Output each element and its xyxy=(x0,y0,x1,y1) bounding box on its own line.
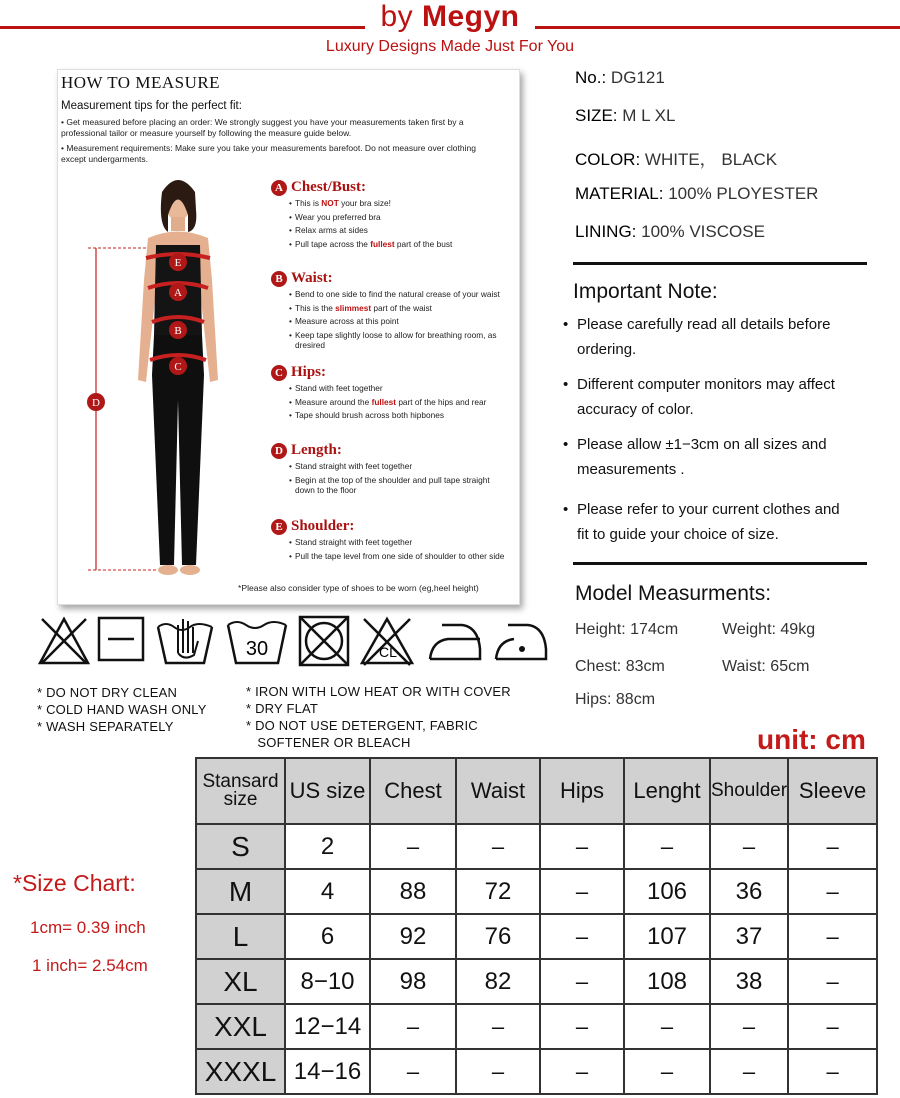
important-note-title: Important Note: xyxy=(573,280,718,303)
measure-guide-card xyxy=(57,69,520,605)
table-header-row xyxy=(196,758,877,824)
product-size xyxy=(575,106,675,126)
table-row xyxy=(196,869,877,914)
section-title: Length: xyxy=(291,442,342,458)
product-material-label: MATERIAL: xyxy=(575,184,664,203)
table-cell: 12−14 xyxy=(285,1004,370,1049)
measure-subtitle: Measurement tips for the perfect fit: xyxy=(61,100,242,112)
col-header-sleeve: Sleeve xyxy=(788,758,877,824)
product-material xyxy=(575,184,818,204)
care-line: * WASH SEPARATELY xyxy=(37,719,174,734)
list-item: • Stand straight with feet together xyxy=(295,537,505,548)
col-header-chest: Chest xyxy=(370,758,456,824)
product-lining xyxy=(575,222,765,242)
table-cell: – xyxy=(788,869,877,914)
table-cell: 72 xyxy=(456,869,540,914)
dry-flat-icon xyxy=(96,613,148,665)
model-measurements-title: Model Measurments: xyxy=(575,582,772,605)
section-hips xyxy=(271,364,505,424)
table-cell: – xyxy=(710,1004,788,1049)
figure-label-a: A xyxy=(174,287,182,299)
iron-low-icon xyxy=(490,613,552,667)
figure-label-d: D xyxy=(92,397,100,409)
product-size-label: SIZE: xyxy=(575,106,618,125)
list-item: • Keep tape slightly loose to allow for breathing room, as dresired xyxy=(295,330,505,351)
product-lining-value: 100% VISCOSE xyxy=(636,222,765,241)
care-instructions-right xyxy=(246,683,511,751)
product-color xyxy=(575,145,777,170)
list-item: • Begin at the top of the shoulder and pull tape straight down to the floor xyxy=(295,475,505,496)
section-badge: D xyxy=(271,443,287,459)
table-cell: 82 xyxy=(456,959,540,1004)
table-cell: 76 xyxy=(456,914,540,959)
table-cell: – xyxy=(788,1004,877,1049)
note-line: measurements . xyxy=(577,461,685,478)
table-cell: – xyxy=(370,1049,456,1094)
table-cell: – xyxy=(456,1049,540,1094)
measure-title: HOW TO MEASURE xyxy=(61,73,221,92)
divider xyxy=(573,262,867,265)
care-line: * DO NOT DRY CLEAN xyxy=(37,685,178,700)
note-line: accuracy of color. xyxy=(577,401,694,418)
product-material-value: 100% PLOYESTER xyxy=(663,184,819,203)
list-item: • Relax arms at sides xyxy=(295,225,505,236)
table-cell: 8−10 xyxy=(285,959,370,1004)
section-title: Hips: xyxy=(291,364,327,380)
figure-label-e: E xyxy=(174,257,182,269)
bleach-label: CL xyxy=(379,644,397,660)
list-item: • Measure around the fullest part of the hips and rear xyxy=(295,397,505,408)
brand-name: Megyn xyxy=(422,0,520,33)
table-cell: – xyxy=(540,1004,624,1049)
table-cell: – xyxy=(540,869,624,914)
table-cell: 36 xyxy=(710,869,788,914)
section-title: Chest/Bust: xyxy=(291,179,367,195)
col-header-length: Lenght xyxy=(624,758,710,824)
list-item: • Tape should brush across both hipbones xyxy=(295,410,505,421)
unit-label: unit: cm xyxy=(757,724,866,755)
list-item: • This is NOT your bra size! xyxy=(295,198,505,209)
table-cell: 92 xyxy=(370,914,456,959)
size-label-cell: XXXL xyxy=(196,1049,285,1094)
note-item: • Please carefully read all details before ordering. xyxy=(563,312,873,362)
brand-tagline: Luxury Designs Made Just For You xyxy=(325,38,575,55)
table-cell: – xyxy=(370,824,456,869)
col-header-shoulder: Shoulder xyxy=(710,758,788,824)
header-line: size xyxy=(223,789,258,810)
table-cell: 37 xyxy=(710,914,788,959)
model-chest: Chest: 83cm xyxy=(575,658,665,675)
table-cell: – xyxy=(624,824,710,869)
figure-label-c: C xyxy=(174,361,182,373)
size-label-cell: XL xyxy=(196,959,285,1004)
size-label-cell: L xyxy=(196,914,285,959)
list-item: • Bend to one side to find the natural crease of your waist xyxy=(295,289,505,300)
note-line: ordering. xyxy=(577,341,637,358)
table-cell: 2 xyxy=(285,824,370,869)
size-label-cell: M xyxy=(196,869,285,914)
table-cell: – xyxy=(540,914,624,959)
size-chart-table xyxy=(195,757,878,1095)
table-cell: 88 xyxy=(370,869,456,914)
product-number-label: No.: xyxy=(575,68,607,87)
size-chart-title: *Size Chart: xyxy=(13,870,136,896)
list-item: • Pull the tape level from one side of shoulder to other side xyxy=(295,551,505,562)
wash-temp-label: 30 xyxy=(245,638,269,660)
shoe-footnote: *Please also consider type of shoes to be worn (eg,heel height) xyxy=(238,583,479,593)
col-header-us-size: US size xyxy=(285,758,370,824)
note-line: Please allow ±1−3cm on all sizes and xyxy=(577,436,827,453)
list-item: • Wear you preferred bra xyxy=(295,212,505,223)
table-row xyxy=(196,824,877,869)
tip-2-text: Make sure you take your measurements barefoot. Do not measure over clothing except undergarments. xyxy=(61,143,476,164)
section-shoulder xyxy=(271,518,505,564)
brand-logo xyxy=(0,0,900,34)
product-color-value: WHITE， BLACK xyxy=(640,150,778,169)
table-cell: – xyxy=(456,1004,540,1049)
section-badge: C xyxy=(271,365,287,381)
table-cell: – xyxy=(540,824,624,869)
table-cell: 14−16 xyxy=(285,1049,370,1094)
care-line: * IRON WITH LOW HEAT OR WITH COVER xyxy=(246,684,511,699)
no-tumble-dry-icon xyxy=(296,613,352,669)
care-line: * COLD HAND WASH ONLY xyxy=(37,702,207,717)
tip-1-text: We strongly suggest you have your measurements taken first by a professional tailor or measure yourself by following the measure guide below. xyxy=(61,117,464,138)
list-item: • Stand with feet together xyxy=(295,383,505,394)
table-cell: – xyxy=(788,824,877,869)
product-color-label: COLOR: xyxy=(575,150,641,169)
product-size-value: M L XL xyxy=(617,106,676,125)
iron-icon xyxy=(424,613,486,667)
section-chest xyxy=(271,179,505,252)
note-line: Please refer to your current clothes and xyxy=(577,501,840,518)
table-row xyxy=(196,959,877,1004)
table-cell: – xyxy=(788,914,877,959)
tip-2-label: Measurement requirements: xyxy=(66,143,173,153)
care-line: * DRY FLAT xyxy=(246,701,319,716)
section-badge: E xyxy=(271,519,287,535)
table-cell: 107 xyxy=(624,914,710,959)
table-row xyxy=(196,1004,877,1049)
brand-by: by xyxy=(380,0,422,33)
measure-tip-2: • Measurement requirements: Make sure you take your measurements barefoot. Do not measure over clothing except undergarments. xyxy=(61,143,476,164)
table-cell: 38 xyxy=(710,959,788,1004)
product-number-value: DG121 xyxy=(606,68,665,87)
care-instructions-left xyxy=(37,684,207,735)
divider xyxy=(573,562,867,565)
wash-30-icon xyxy=(224,613,290,667)
model-hips: Hips: 88cm xyxy=(575,691,656,708)
hand-wash-icon xyxy=(154,613,216,667)
model-weight: Weight: 49kg xyxy=(722,621,816,638)
col-header-waist: Waist xyxy=(456,758,540,824)
size-label-cell: XXL xyxy=(196,1004,285,1049)
list-item: • This is the slimmest part of the waist xyxy=(295,303,505,314)
section-length xyxy=(271,442,505,499)
header-line: Stansard xyxy=(202,771,279,792)
measure-tip-1: • Get measured before placing an order: We strongly suggest you have your measurements taken first by a professional tailor or measure yourself by following the measure guide below. xyxy=(61,117,464,138)
model-height: Height: 174cm xyxy=(575,621,679,638)
note-line: Different computer monitors may affect xyxy=(577,376,835,393)
conversion-cm: 1cm= 0.39 inch xyxy=(30,918,146,937)
table-cell: – xyxy=(788,959,877,1004)
section-waist xyxy=(271,270,505,354)
section-badge: B xyxy=(271,271,287,287)
section-badge: A xyxy=(271,180,287,196)
table-cell: – xyxy=(456,824,540,869)
care-line: SOFTENER OR BLEACH xyxy=(246,735,411,750)
table-cell: – xyxy=(540,1049,624,1094)
table-cell: 98 xyxy=(370,959,456,1004)
no-dry-clean-icon xyxy=(36,613,92,669)
note-item: • Different computer monitors may affect accuracy of color. xyxy=(563,372,873,422)
conversion-inch: 1 inch= 2.54cm xyxy=(32,956,148,975)
no-bleach-icon xyxy=(358,613,416,669)
table-cell: 106 xyxy=(624,869,710,914)
table-cell: 108 xyxy=(624,959,710,1004)
table-cell: – xyxy=(788,1049,877,1094)
product-lining-label: LINING: xyxy=(575,222,637,241)
note-line: fit to guide your choice of size. xyxy=(577,526,779,543)
table-cell: 4 xyxy=(285,869,370,914)
section-title: Waist: xyxy=(291,270,333,286)
col-header-standard-size xyxy=(196,758,285,824)
table-cell: – xyxy=(710,1049,788,1094)
table-cell: – xyxy=(370,1004,456,1049)
table-cell: – xyxy=(624,1049,710,1094)
table-cell: – xyxy=(540,959,624,1004)
table-cell: – xyxy=(710,824,788,869)
table-row xyxy=(196,1049,877,1094)
table-row xyxy=(196,914,877,959)
section-title: Shoulder: xyxy=(291,518,355,534)
product-number xyxy=(575,68,665,88)
col-header-hips: Hips xyxy=(540,758,624,824)
note-item: • Please allow ±1−3cm on all sizes and measurements . xyxy=(563,432,873,482)
care-line: * DO NOT USE DETERGENT, FABRIC xyxy=(246,718,478,733)
figure-label-b: B xyxy=(174,325,182,337)
note-line: Please carefully read all details before xyxy=(577,316,831,333)
table-cell: – xyxy=(624,1004,710,1049)
size-label-cell: S xyxy=(196,824,285,869)
list-item: • Pull tape across the fullest part of the bust xyxy=(295,239,505,250)
list-item: • Measure across at this point xyxy=(295,316,505,327)
list-item: • Stand straight with feet together xyxy=(295,461,505,472)
model-waist: Waist: 65cm xyxy=(722,658,810,675)
table-cell: 6 xyxy=(285,914,370,959)
note-item: • Please refer to your current clothes and fit to guide your choice of size. xyxy=(563,497,873,547)
tip-1-label: Get measured before placing an order: xyxy=(66,117,213,127)
model-figure-illustration xyxy=(78,170,258,590)
